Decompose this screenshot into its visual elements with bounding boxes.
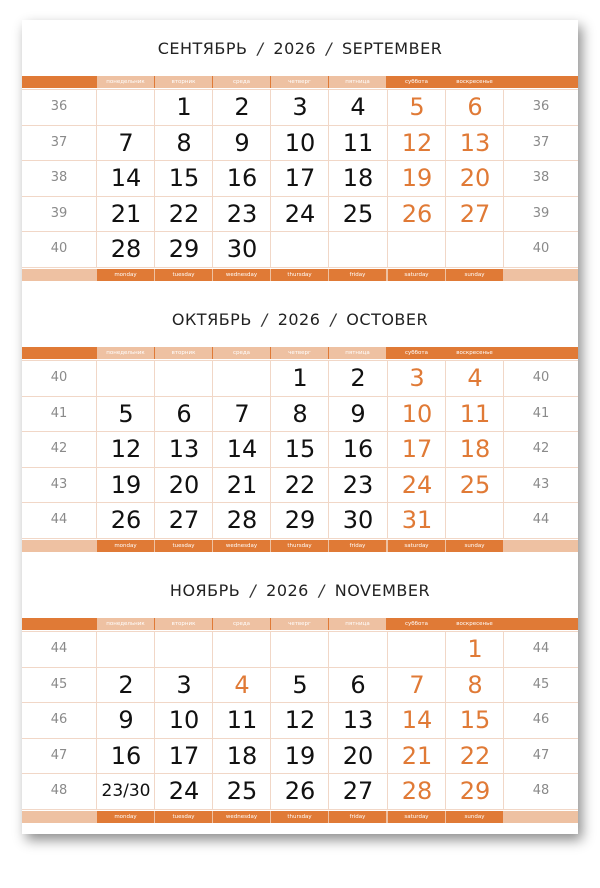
day-cell: 9 (234, 129, 250, 157)
day-cell: 4 (467, 364, 483, 392)
day-cell: 24 (401, 471, 433, 499)
weekday-footer-saturday: saturday (388, 811, 445, 823)
day-cell: 11 (459, 400, 491, 428)
day-cell: 11 (226, 706, 258, 734)
day-cell (97, 89, 155, 124)
week-number-left: 42 (50, 441, 68, 456)
month-title-ru: НОЯБРЬ (169, 580, 241, 600)
day-cell: 7 (118, 129, 134, 157)
day-cell: 21 (226, 471, 258, 499)
day-cell: 13 (168, 435, 200, 463)
day-cell: 20 (342, 742, 374, 770)
month-title (22, 291, 578, 347)
day-cell: 2 (118, 671, 134, 699)
day-cell: 24 (284, 200, 316, 228)
day-cell: 2 (234, 93, 250, 121)
day-cell: 31 (401, 506, 433, 534)
day-cell: 9 (118, 706, 134, 734)
day-cell: 6 (176, 400, 192, 428)
weekday-header-saturday: суббота (388, 76, 445, 88)
week-number-left: 40 (50, 370, 68, 385)
calendar-sheet (22, 20, 578, 834)
weekday-footer-bar (22, 540, 578, 552)
day-cell: 2 (350, 364, 366, 392)
week-number-left: 38 (50, 170, 68, 185)
day-cell: 16 (226, 164, 258, 192)
day-cell (213, 360, 271, 395)
week-number-right: 46 (532, 712, 550, 727)
day-cell (155, 631, 213, 666)
day-cell: 23 (226, 200, 258, 228)
day-cell: 11 (342, 129, 374, 157)
day-cell: 15 (284, 435, 316, 463)
day-cell: 30 (226, 235, 258, 263)
weekday-header-thursday: четверг (271, 618, 328, 630)
weekday-footer-wednesday: wednesday (213, 811, 270, 823)
weekday-header-tuesday: вторник (155, 618, 212, 630)
weekday-footer-sunday: sunday (446, 540, 503, 552)
weekday-header-bar (22, 76, 578, 88)
week-number-left: 36 (50, 99, 68, 114)
day-cell: 6 (467, 93, 483, 121)
day-cell: 24 (168, 777, 200, 805)
month-grid (22, 89, 578, 267)
weekday-footer-tuesday: tuesday (155, 540, 212, 552)
day-cell: 19 (401, 164, 433, 192)
title-separator: / (261, 309, 268, 329)
title-separator: / (326, 38, 332, 58)
month-title (22, 20, 578, 76)
day-cell: 23/30 (101, 781, 151, 801)
day-cell: 10 (401, 400, 433, 428)
day-cell: 8 (467, 671, 483, 699)
month-year: 2026 (266, 580, 309, 600)
weekday-footer-sunday: sunday (446, 269, 503, 281)
day-cell: 23 (342, 471, 374, 499)
weekday-header-sunday: воскресенье (446, 347, 503, 359)
day-cell: 26 (284, 777, 316, 805)
month-block (22, 562, 578, 830)
day-cell: 16 (110, 742, 142, 770)
day-cell: 1 (467, 635, 483, 663)
weekday-header-monday: понедельник (97, 76, 154, 88)
month-title-ru: ОКТЯБРЬ (171, 309, 252, 329)
day-cell: 7 (234, 400, 250, 428)
weekday-header-wednesday: среда (213, 618, 270, 630)
day-cell: 6 (350, 671, 366, 699)
day-cell: 22 (284, 471, 316, 499)
day-cell: 12 (401, 129, 433, 157)
week-number-left: 40 (50, 241, 68, 256)
day-cell: 1 (176, 93, 192, 121)
week-number-right: 36 (532, 99, 550, 114)
week-number-right: 40 (532, 370, 550, 385)
weekday-header-wednesday: среда (213, 76, 270, 88)
day-cell: 4 (350, 93, 366, 121)
week-number-right: 38 (532, 170, 550, 185)
week-number-left: 37 (50, 135, 68, 150)
weekday-header-friday: пятница (329, 347, 386, 359)
day-cell: 28 (110, 235, 142, 263)
day-cell: 14 (110, 164, 142, 192)
day-cell: 13 (459, 129, 491, 157)
day-cell: 12 (284, 706, 316, 734)
day-cell (446, 231, 504, 266)
weekday-footer-bar (22, 811, 578, 823)
day-cell: 4 (234, 671, 250, 699)
week-number-right: 43 (532, 477, 550, 492)
weekday-header-thursday: четверг (271, 347, 328, 359)
weekday-footer-tuesday: tuesday (155, 269, 212, 281)
month-grid (22, 631, 578, 809)
week-number-right: 40 (532, 241, 550, 256)
weekday-footer-wednesday: wednesday (213, 540, 270, 552)
weekday-footer-thursday: thursday (271, 269, 328, 281)
week-number-left: 45 (50, 677, 68, 692)
week-number-left: 47 (50, 748, 68, 763)
day-cell: 27 (168, 506, 200, 534)
day-cell: 1 (292, 364, 308, 392)
weekday-footer-wednesday: wednesday (213, 269, 270, 281)
day-cell: 16 (342, 435, 374, 463)
weekday-header-wednesday: среда (213, 347, 270, 359)
weekday-header-monday: понедельник (97, 347, 154, 359)
day-cell (271, 231, 329, 266)
day-cell: 20 (168, 471, 200, 499)
month-block (22, 291, 578, 559)
day-cell: 27 (459, 200, 491, 228)
month-title (22, 562, 578, 618)
grid-row-line (22, 538, 578, 539)
day-cell: 21 (110, 200, 142, 228)
weekday-header-bar (22, 347, 578, 359)
week-number-left: 48 (50, 783, 68, 798)
day-cell: 26 (110, 506, 142, 534)
day-cell: 5 (409, 93, 425, 121)
day-cell: 3 (409, 364, 425, 392)
month-title-ru: СЕНТЯБРЬ (157, 38, 248, 58)
day-cell: 25 (342, 200, 374, 228)
day-cell: 8 (292, 400, 308, 428)
week-number-left: 44 (50, 512, 68, 527)
weekday-header-sunday: воскресенье (446, 76, 503, 88)
weekday-footer-monday: monday (97, 540, 154, 552)
day-cell: 14 (226, 435, 258, 463)
week-number-right: 48 (532, 783, 550, 798)
month-block (22, 20, 578, 288)
weekday-footer-friday: friday (329, 811, 386, 823)
day-cell: 22 (459, 742, 491, 770)
day-cell: 25 (226, 777, 258, 805)
day-cell (329, 231, 387, 266)
day-cell: 21 (401, 742, 433, 770)
day-cell: 18 (342, 164, 374, 192)
weekday-header-thursday: четверг (271, 76, 328, 88)
week-number-right: 39 (532, 206, 550, 221)
day-cell (271, 631, 329, 666)
weekday-footer-sunday: sunday (446, 811, 503, 823)
month-grid (22, 360, 578, 538)
day-cell: 17 (168, 742, 200, 770)
week-number-left: 39 (50, 206, 68, 221)
weekday-header-saturday: суббота (388, 347, 445, 359)
weekday-footer-friday: friday (329, 540, 386, 552)
week-number-right: 42 (532, 441, 550, 456)
day-cell: 10 (284, 129, 316, 157)
month-title-en: OCTOBER (346, 309, 429, 329)
day-cell: 28 (401, 777, 433, 805)
weekday-footer-tuesday: tuesday (155, 811, 212, 823)
day-cell: 22 (168, 200, 200, 228)
weekday-footer-saturday: saturday (388, 540, 445, 552)
month-title-en: SEPTEMBER (342, 38, 443, 58)
day-cell: 25 (459, 471, 491, 499)
title-separator: / (318, 580, 325, 600)
day-cell: 13 (342, 706, 374, 734)
day-cell: 8 (176, 129, 192, 157)
day-cell: 19 (284, 742, 316, 770)
day-cell: 12 (110, 435, 142, 463)
week-number-right: 45 (532, 677, 550, 692)
weekday-footer-thursday: thursday (271, 540, 328, 552)
day-cell: 29 (284, 506, 316, 534)
day-cell: 5 (118, 400, 134, 428)
title-separator: / (250, 580, 257, 600)
day-cell: 17 (401, 435, 433, 463)
day-cell: 9 (350, 400, 366, 428)
weekday-header-monday: понедельник (97, 618, 154, 630)
day-cell (329, 631, 387, 666)
weekday-footer-friday: friday (329, 269, 386, 281)
week-number-right: 47 (532, 748, 550, 763)
week-number-left: 44 (50, 641, 68, 656)
weekday-header-sunday: воскресенье (446, 618, 503, 630)
weekday-footer-monday: monday (97, 811, 154, 823)
weekday-header-tuesday: вторник (155, 76, 212, 88)
day-cell: 3 (292, 93, 308, 121)
week-number-left: 46 (50, 712, 68, 727)
day-cell: 29 (168, 235, 200, 263)
day-cell: 28 (226, 506, 258, 534)
day-cell: 14 (401, 706, 433, 734)
week-number-right: 44 (532, 512, 550, 527)
grid-row-line (22, 809, 578, 810)
day-cell: 10 (168, 706, 200, 734)
day-cell: 3 (176, 671, 192, 699)
week-number-right: 44 (532, 641, 550, 656)
day-cell (388, 631, 446, 666)
day-cell: 30 (342, 506, 374, 534)
day-cell: 18 (226, 742, 258, 770)
month-year: 2026 (277, 309, 321, 329)
day-cell (155, 360, 213, 395)
weekday-header-saturday: суббота (388, 618, 445, 630)
month-year: 2026 (273, 38, 317, 58)
day-cell (446, 502, 504, 537)
weekday-footer-bar (22, 269, 578, 281)
day-cell: 15 (459, 706, 491, 734)
weekday-footer-saturday: saturday (388, 269, 445, 281)
day-cell (97, 631, 155, 666)
day-cell: 18 (459, 435, 491, 463)
day-cell: 17 (284, 164, 316, 192)
week-number-left: 43 (50, 477, 68, 492)
month-title-en: NOVEMBER (334, 580, 431, 600)
weekday-footer-monday: monday (97, 269, 154, 281)
week-number-left: 41 (50, 406, 68, 421)
weekday-footer-thursday: thursday (271, 811, 328, 823)
week-number-right: 37 (532, 135, 550, 150)
day-cell: 27 (342, 777, 374, 805)
day-cell: 26 (401, 200, 433, 228)
day-cell: 20 (459, 164, 491, 192)
weekday-header-tuesday: вторник (155, 347, 212, 359)
day-cell: 29 (459, 777, 491, 805)
title-separator: / (257, 38, 264, 58)
day-cell (97, 360, 155, 395)
day-cell: 5 (292, 671, 308, 699)
title-separator: / (330, 309, 337, 329)
day-cell: 15 (168, 164, 200, 192)
weekday-header-friday: пятница (329, 618, 386, 630)
day-cell (388, 231, 446, 266)
weekday-header-friday: пятница (329, 76, 386, 88)
grid-row-line (22, 267, 578, 268)
day-cell: 19 (110, 471, 142, 499)
day-cell (213, 631, 271, 666)
day-cell: 7 (409, 671, 425, 699)
weekday-header-bar (22, 618, 578, 630)
week-number-right: 41 (532, 406, 550, 421)
